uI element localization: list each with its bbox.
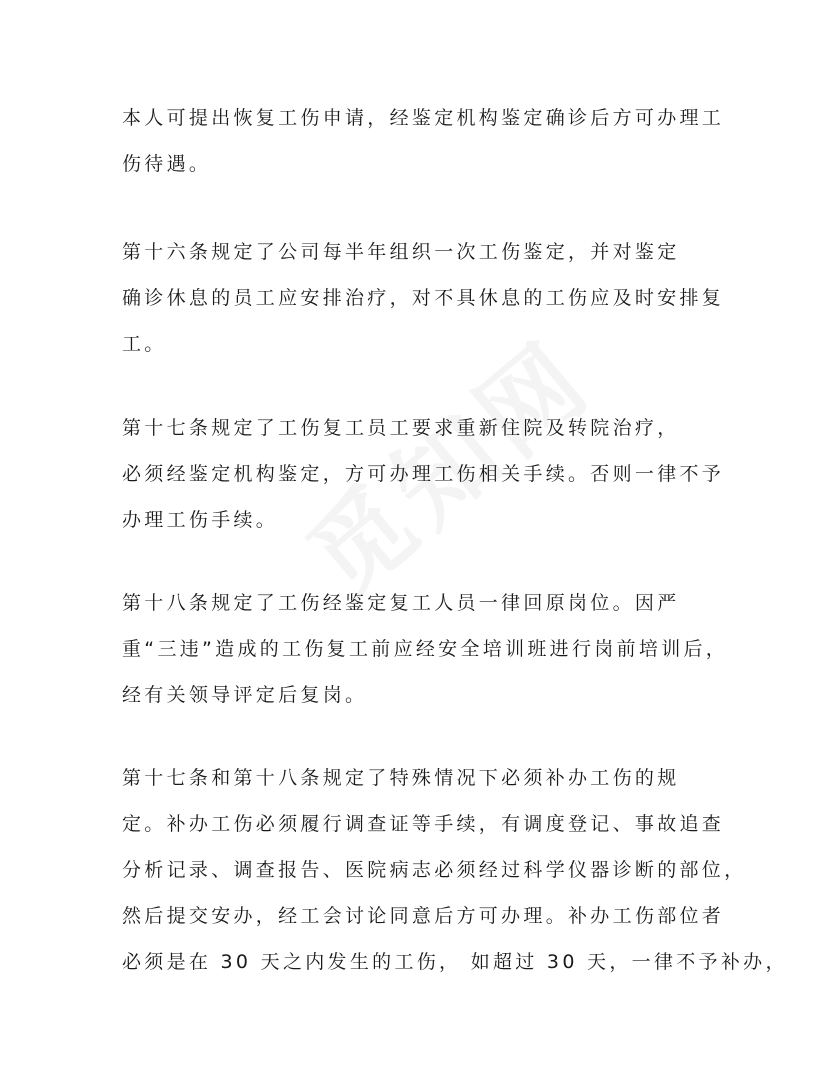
text-line: 必须经鉴定机构鉴定，方可办理工伤相关手续。否则一律不予 bbox=[122, 463, 725, 485]
text-line: 第十七条规定了工伤复工员工要求重新住院及转院治疗， bbox=[122, 417, 680, 439]
text-line: 第十八条规定了工伤经鉴定复工人员一律回原岗位。因严 bbox=[122, 592, 680, 614]
text-line: 经有关领导评定后复岗。 bbox=[122, 684, 368, 706]
text-line: 然后提交安办，经工会讨论同意后方可办理。补办工伤部位者 bbox=[122, 905, 725, 927]
paragraph-5 bbox=[122, 755, 788, 985]
text-line: 必须是在 30 天之内发生的工伤， 如超过 30 天，一律不予补办， bbox=[122, 951, 788, 973]
paragraph-4 bbox=[122, 580, 729, 718]
text-line: 伤待遇。 bbox=[122, 153, 212, 175]
text-line: 第十六条规定了公司每半年组织一次工伤鉴定，并对鉴定 bbox=[122, 241, 680, 263]
paragraph-1 bbox=[122, 95, 725, 187]
text-line: 确诊休息的员工应安排治疗，对不具休息的工伤应及时安排复 bbox=[122, 287, 725, 309]
text-line: 定。补办工伤必须履行调查证等手续，有调度登记、事故追查 bbox=[122, 813, 725, 835]
text-line: 分析记录、调查报告、医院病志必须经过科学仪器诊断的部位， bbox=[122, 859, 747, 881]
paragraph-3 bbox=[122, 405, 725, 543]
text-line: 重“三违”造成的工伤复工前应经安全培训班进行岗前培训后， bbox=[122, 638, 729, 660]
text-line: 本人可提出恢复工伤申请，经鉴定机构鉴定确诊后方可办理工 bbox=[122, 107, 725, 129]
text-line: 办理工伤手续。 bbox=[122, 509, 279, 531]
text-line: 工。 bbox=[122, 333, 167, 355]
paragraph-2 bbox=[122, 229, 725, 367]
text-line: 第十七条和第十八条规定了特殊情况下必须补办工伤的规 bbox=[122, 767, 680, 789]
